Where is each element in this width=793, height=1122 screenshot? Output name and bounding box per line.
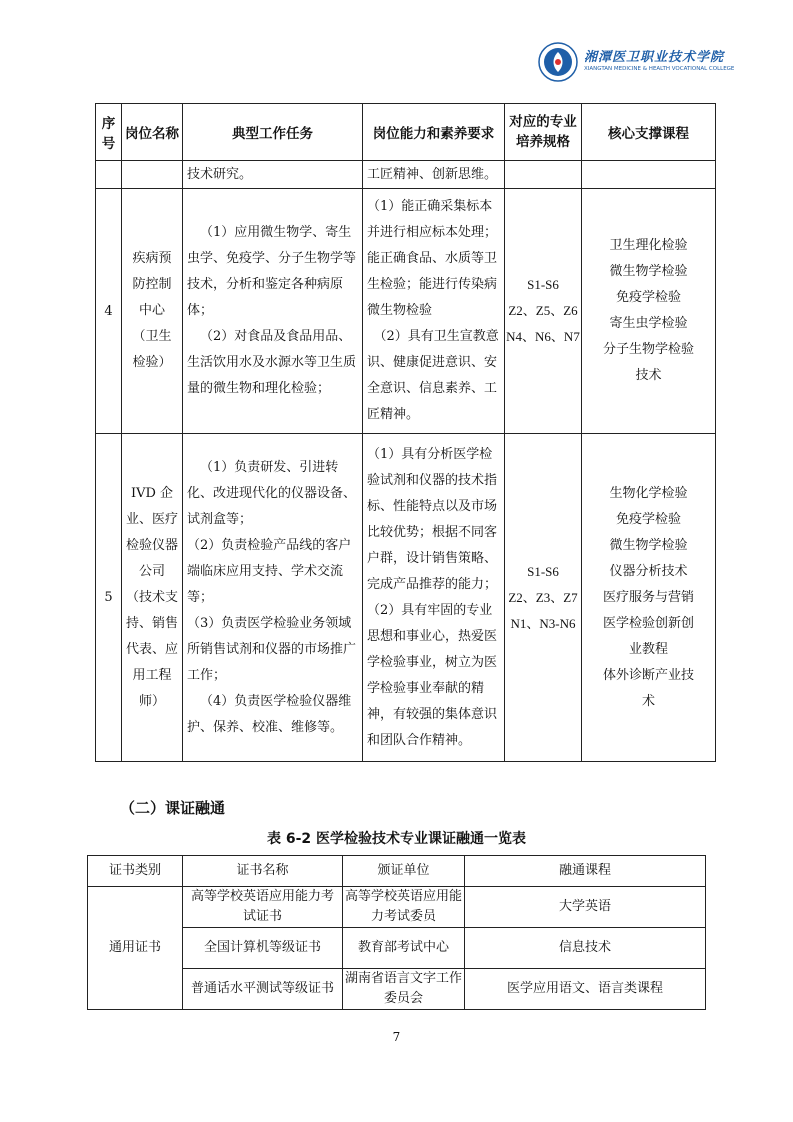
table-row <box>96 189 716 434</box>
position-name-cell: IVD 企 业、医疗 检验仪器 公司 （技术支 持、销售 代表、应 用工程 师） <box>122 434 183 762</box>
header-issuer: 颁证单位 <box>343 856 465 887</box>
section-title: （二）课证融通 <box>120 799 226 817</box>
header-certificate-category: 证书类别 <box>88 856 183 887</box>
header-typical-tasks: 典型工作任务 <box>183 104 363 161</box>
course-cell: 信息技术 <box>465 928 706 969</box>
certificate-course-table <box>87 855 706 1010</box>
row-index: 4 <box>96 189 122 434</box>
certificate-name-cell: 全国计算机等级证书 <box>183 928 343 969</box>
table-header-row <box>88 856 706 887</box>
issuer-cell: 高等学校英语应用能力考试委员 <box>343 887 465 928</box>
college-name: 湘潭医卫职业技术学院 <box>584 50 725 65</box>
header-linked-courses: 融通课程 <box>465 856 706 887</box>
spec-cell: S1-S6 Z2、Z3、Z7 N1、N3-N6 <box>505 434 582 762</box>
certificate-name-cell: 普通话水平测试等级证书 <box>183 969 343 1010</box>
page-number: 7 <box>392 1030 401 1044</box>
header-certificate-name: 证书名称 <box>183 856 343 887</box>
task-cell: 技术研究。 <box>183 161 363 189</box>
course-cell: 大学英语 <box>465 887 706 928</box>
table-caption: 表 6-2 医学检验技术专业课证融通一览表 <box>266 831 527 847</box>
course-cell: 生物化学检验 免疫学检验 微生物学检验 仪器分析技术 医疗服务与营销 医学检验创新创 业教程 体外诊断产业技 术 <box>582 434 716 762</box>
certificate-category-cell: 通用证书 <box>88 887 183 1010</box>
course-cell: 医学应用语文、语言类课程 <box>465 969 706 1010</box>
task-cell: （1）应用微生物学、寄生虫学、免疫学、分子生物学等技术，分析和鉴定各种病原体； （2）对食品及食品用品、生活饮用水及水源水等卫生质量的微生物和理化检验； <box>183 189 363 434</box>
college-english-name: XIANGTAN MEDICINE & HEALTH VOCATIONAL COLLEGE <box>584 66 735 72</box>
job-position-table <box>95 103 716 762</box>
course-cell: 卫生理化检验 微生物学检验 免疫学检验 寄生虫学检验 分子生物学检验 技术 <box>582 189 716 434</box>
header-position-name: 岗位名称 <box>122 104 183 161</box>
header-ability-requirements: 岗位能力和素养要求 <box>363 104 505 161</box>
table-row <box>96 434 716 762</box>
ability-cell: （1）具有分析医学检验试剂和仪器的技术指标、性能特点以及市场比较优势；根据不同客户群，设计销售策略、完成产品推荐的能力； （2）具有牢固的专业思想和事业心，热爱医学检验事业，树立为医学检验事业奉献的精神，有较强的集体意识和团队合作精神。 <box>363 434 505 762</box>
issuer-cell: 教育部考试中心 <box>343 928 465 969</box>
ability-cell: 工匠精神、创新思维。 <box>363 161 505 189</box>
header-core-courses: 核心支撑课程 <box>582 104 716 161</box>
ability-cell: （1）能正确采集标本并进行相应标本处理；能正确食品、水质等卫生检验；能进行传染病微生物检验 （2）具有卫生宣教意识、健康促进意识、安全意识、信息素养、工匠精神。 <box>363 189 505 434</box>
table-row-continued <box>96 161 716 189</box>
spec-cell: S1-S6 Z2、Z5、Z6 N4、N6、N7 <box>505 189 582 434</box>
table-header-row <box>96 104 716 161</box>
position-name-cell: 疾病预 防控制 中心 （卫生 检验） <box>122 189 183 434</box>
header-training-specs: 对应的专业培养规格 <box>505 104 582 161</box>
header-index: 序号 <box>96 104 122 161</box>
task-cell: （1）负责研发、引进转化、改进现代化的仪器设备、试剂盒等； （2）负责检验产品线的客户端临床应用支持、学术交流等； （3）负责医学检验业务领域所销售试剂和仪器的市场推广工作； （4）负责医学检验仪器维护、保养、校准、维修等。 <box>183 434 363 762</box>
college-emblem-icon <box>538 42 578 82</box>
issuer-cell: 湖南省语言文字工作委员会 <box>343 969 465 1010</box>
table-row <box>88 887 706 928</box>
college-logo <box>538 40 735 84</box>
certificate-name-cell: 高等学校英语应用能力考试证书 <box>183 887 343 928</box>
row-index: 5 <box>96 434 122 762</box>
